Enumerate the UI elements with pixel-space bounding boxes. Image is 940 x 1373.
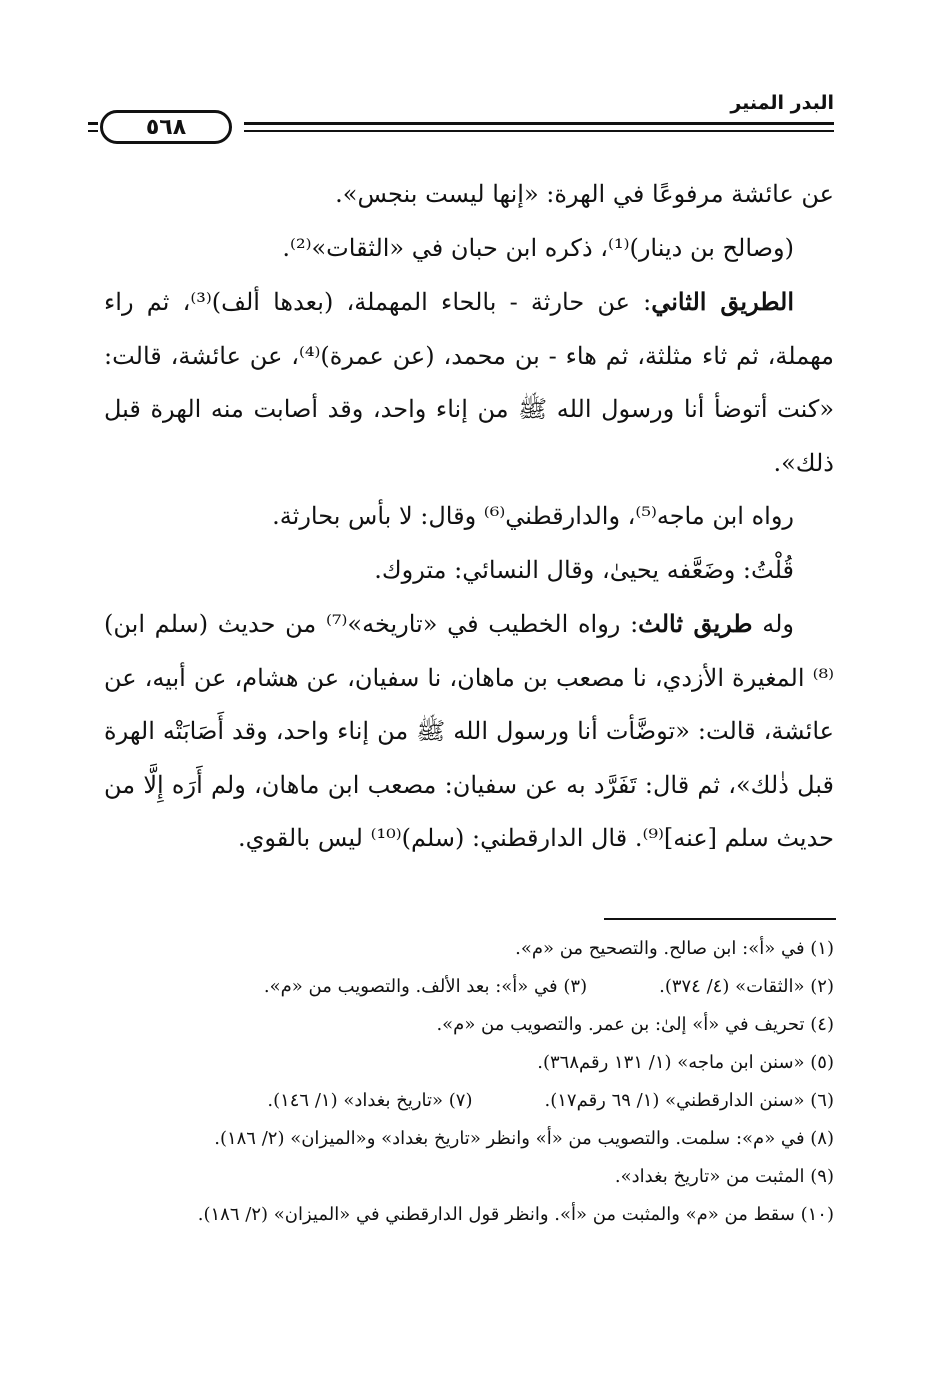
paragraph-6-pre: وله (752, 610, 794, 638)
paragraph-6-rest: : رواه الخطيب في «تاريخه»⁽⁷⁾ من حديث (سلم ابن)⁽⁸⁾ المغيرة الأزدي، نا مصعب بن ماهان، نا سفيان، عن هشام، عن أبيه، عن عائشة، قالت: «توضَّأت أنا ورسول الله ﷺ من إناء واحد، وقد أَصَابَتْه الهرة قبل ذٰلك»، ثم قال: تَفَرَّد به عن سفيان: مصعب ابن ماهان، ولم أَرَه إِلَّا من حديث سلم [عنه]⁽⁹⁾. قال الدارقطني: (سلم)⁽¹⁰⁾ ليس بالقوي. (104, 610, 834, 852)
main-text (104, 168, 834, 866)
paragraph-6-lead: طريق ثالث (638, 609, 753, 638)
paragraph-6 (104, 597, 834, 866)
footnote-7: (٧) «تاريخ بغداد» (١/ ١٤٦). (267, 1090, 473, 1111)
paragraph-5: قُلْتُ: وضَعَّفه يحيىٰ، وقال النسائي: متروك. (374, 555, 794, 584)
footnote-2: (٢) «الثقات» (٤/ ٣٧٤). (659, 976, 834, 997)
running-title: البدر المنير (730, 92, 834, 114)
header-rule-bottom (244, 130, 834, 132)
footnote-1: (١) في «أ»: ابن صالح. والتصحيح من «م». (515, 938, 834, 959)
footnote-3: (٣) في «أ»: بعد الألف. والتصويب من «م». (263, 976, 588, 997)
footnotes (104, 930, 834, 1234)
footnote-4: (٤) تحريف في «أ» إلىٰ: بن عمر. والتصويب من «م». (436, 1014, 834, 1035)
footnote-6: (٦) «سنن الدارقطني» (١/ ٦٩ رقم١٧). (544, 1090, 834, 1111)
header-rule-left-bottom (88, 130, 98, 132)
paragraph-1: عن عائشة مرفوعًا في الهرة: «إنها ليست بنجس». (335, 180, 834, 208)
paragraph-3-lead: الطريق الثاني (651, 287, 794, 316)
footnote-9: (٩) المثبت من «تاريخ بغداد». (614, 1166, 834, 1187)
paragraph-3-rest: : عن حارثة - بالحاء المهملة، (بعدها ألف)⁽³⁾، ثم راء مهملة، ثم ثاء مثلثة، ثم هاء - بن محمد، (عن عمرة)⁽⁴⁾، عن عائشة، قالت: «كنت أتوضأ أنا ورسول الله ﷺ من إناء واحد، وقد أصابت منه الهرة قبل ذلك». (104, 288, 834, 477)
page-header (88, 86, 834, 148)
footnote-row-2-3 (104, 968, 834, 1006)
paragraph-2: (وصالح بن دينار)⁽¹⁾، ذكره ابن حبان في «الثقات»⁽²⁾. (282, 233, 794, 262)
footnote-row-6-7 (104, 1082, 834, 1120)
page-number: ٥٦٨ (100, 110, 232, 144)
header-rule-left-top (88, 122, 98, 125)
paragraph-3 (104, 275, 834, 490)
paragraph-4: رواه ابن ماجه⁽⁵⁾، والدارقطني⁽⁶⁾ وقال: لا بأس بحارثة. (272, 502, 794, 530)
footnote-10: (١٠) سقط من «م» والمثبت من «أ». وانظر قول الدارقطني في «الميزان» (٢/ ١٨٦). (197, 1204, 834, 1225)
footnote-8: (٨) في «م»: سلمت. والتصويب من «أ» وانظر «تاريخ بغداد» و«الميزان» (٢/ ١٨٦). (214, 1128, 834, 1149)
footnote-5: (٥) «سنن ابن ماجه» (١/ ١٣١ رقم٣٦٨). (537, 1052, 834, 1073)
footnote-separator (604, 918, 836, 920)
header-rule-top (244, 122, 834, 125)
